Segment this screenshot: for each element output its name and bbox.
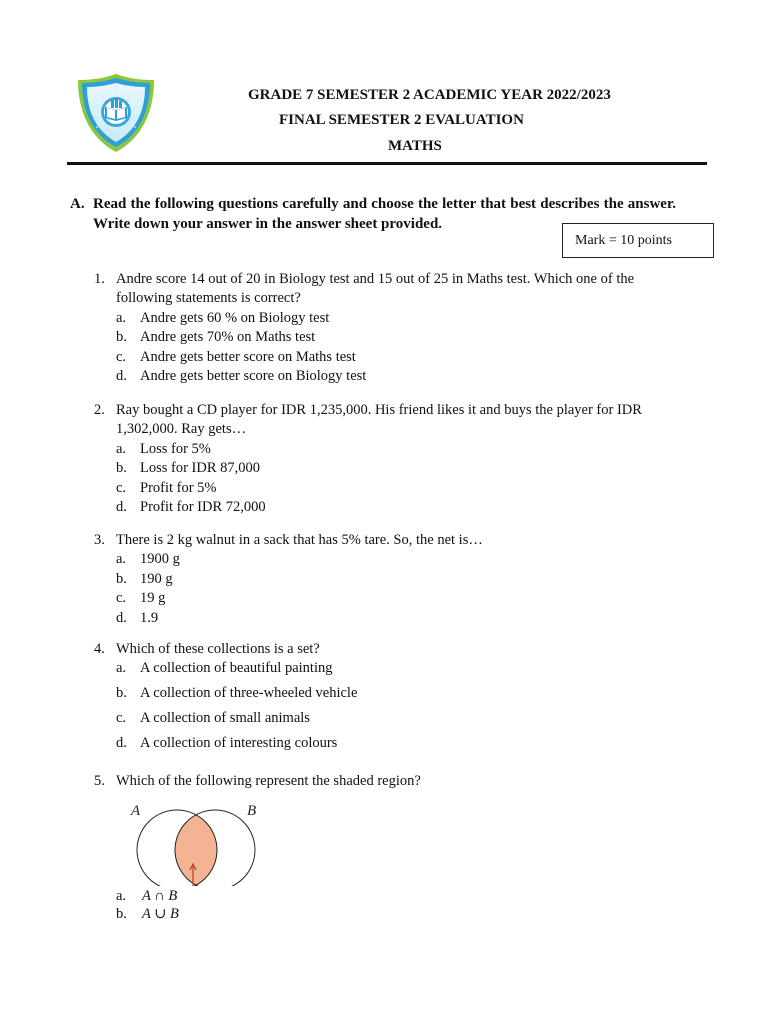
school-shield-book-icon xyxy=(76,72,156,154)
option-text: Profit for IDR 72,000 xyxy=(140,499,266,516)
option-letter: d. xyxy=(116,499,127,516)
option-letter: c. xyxy=(116,710,127,727)
subject-title: MATHS xyxy=(388,138,442,154)
option-text: Loss for 5% xyxy=(140,440,211,457)
set-b-label: B xyxy=(247,803,257,819)
option-letter: b. xyxy=(116,460,127,477)
question-1 xyxy=(94,270,694,386)
option-letter: b. xyxy=(116,906,127,922)
option-a xyxy=(116,309,694,328)
question-number: 1. xyxy=(94,271,105,287)
option-d xyxy=(116,498,694,517)
set-a-label: A xyxy=(131,803,141,819)
question-number: 5. xyxy=(94,773,105,789)
option-letter: d. xyxy=(116,735,127,752)
header-divider xyxy=(67,162,707,165)
option-b xyxy=(116,328,694,347)
option-text: A ∪ B xyxy=(142,906,179,922)
option-d xyxy=(116,609,694,628)
question-stem: There is 2 kg walnut in a sack that has 5% tare. So, the net is… xyxy=(116,532,483,548)
option-d xyxy=(116,367,694,386)
option-letter: d. xyxy=(116,368,127,385)
option-letter: b. xyxy=(116,685,127,702)
exam-title: GRADE 7 SEMESTER 2 ACADEMIC YEAR 2022/2023 xyxy=(248,87,611,103)
option-letter: b. xyxy=(116,570,127,587)
question-5 xyxy=(94,772,694,791)
option-text: A collection of beautiful painting xyxy=(140,660,333,677)
option-letter: b. xyxy=(116,329,127,346)
mark-box: Mark = 10 points xyxy=(562,223,714,258)
option-text: 190 g xyxy=(140,570,173,587)
question-number: 4. xyxy=(94,641,105,657)
option-d xyxy=(116,734,694,753)
option-a xyxy=(116,440,694,459)
option-a xyxy=(116,887,177,906)
option-c xyxy=(116,589,694,608)
option-letter: c. xyxy=(116,348,127,365)
question-3 xyxy=(94,531,694,628)
option-b xyxy=(116,684,694,703)
option-letter: a. xyxy=(116,309,127,326)
option-text: 1.9 xyxy=(140,609,159,626)
option-letter: d. xyxy=(116,609,127,626)
option-b xyxy=(116,905,179,924)
instruction-text: Read the following questions carefully and choose the letter that best describes the answer. Write down your answer in the answer sheet provided. xyxy=(93,196,676,232)
option-c xyxy=(116,709,694,728)
question-stem: Andre score 14 out of 20 in Biology test and 15 out of 25 in Maths test. Which one of the following statements is correct? xyxy=(116,271,635,307)
question-number: 3. xyxy=(94,532,105,548)
option-letter: a. xyxy=(116,888,127,904)
option-text: Andre gets 70% on Maths test xyxy=(140,329,316,346)
option-b xyxy=(116,459,694,478)
option-text: Loss for IDR 87,000 xyxy=(140,460,261,477)
section-label: A. xyxy=(70,196,85,212)
option-c xyxy=(116,348,694,367)
option-text: Andre gets 60 % on Biology test xyxy=(140,309,330,326)
option-a xyxy=(116,659,694,678)
option-text: A collection of small animals xyxy=(140,710,310,727)
option-a xyxy=(116,550,694,569)
question-stem: Ray bought a CD player for IDR 1,235,000. His friend likes it and buys the player for IDR 1,302,000. Ray gets… xyxy=(116,402,642,438)
option-letter: a. xyxy=(116,551,127,568)
option-letter: c. xyxy=(116,479,127,496)
option-text: 1900 g xyxy=(140,551,180,568)
question-2 xyxy=(94,401,694,517)
option-text: Profit for 5% xyxy=(140,479,217,496)
option-c xyxy=(116,479,694,498)
option-text: Andre gets better score on Maths test xyxy=(140,348,356,365)
exam-subtitle: FINAL SEMESTER 2 EVALUATION xyxy=(279,112,524,128)
question-4 xyxy=(94,640,694,754)
option-letter: a. xyxy=(116,660,127,677)
option-letter: c. xyxy=(116,590,127,607)
option-text: A ∩ B xyxy=(142,888,178,904)
venn-diagram xyxy=(125,798,271,886)
question-stem: Which of these collections is a set? xyxy=(116,641,320,657)
option-text: A collection of three-wheeled vehicle xyxy=(140,685,358,702)
option-text: Andre gets better score on Biology test xyxy=(140,368,367,385)
question-number: 2. xyxy=(94,402,105,418)
option-b xyxy=(116,570,694,589)
option-letter: a. xyxy=(116,440,127,457)
option-text: A collection of interesting colours xyxy=(140,735,338,752)
option-text: 19 g xyxy=(140,590,166,607)
question-stem: Which of the following represent the shaded region? xyxy=(116,773,421,789)
